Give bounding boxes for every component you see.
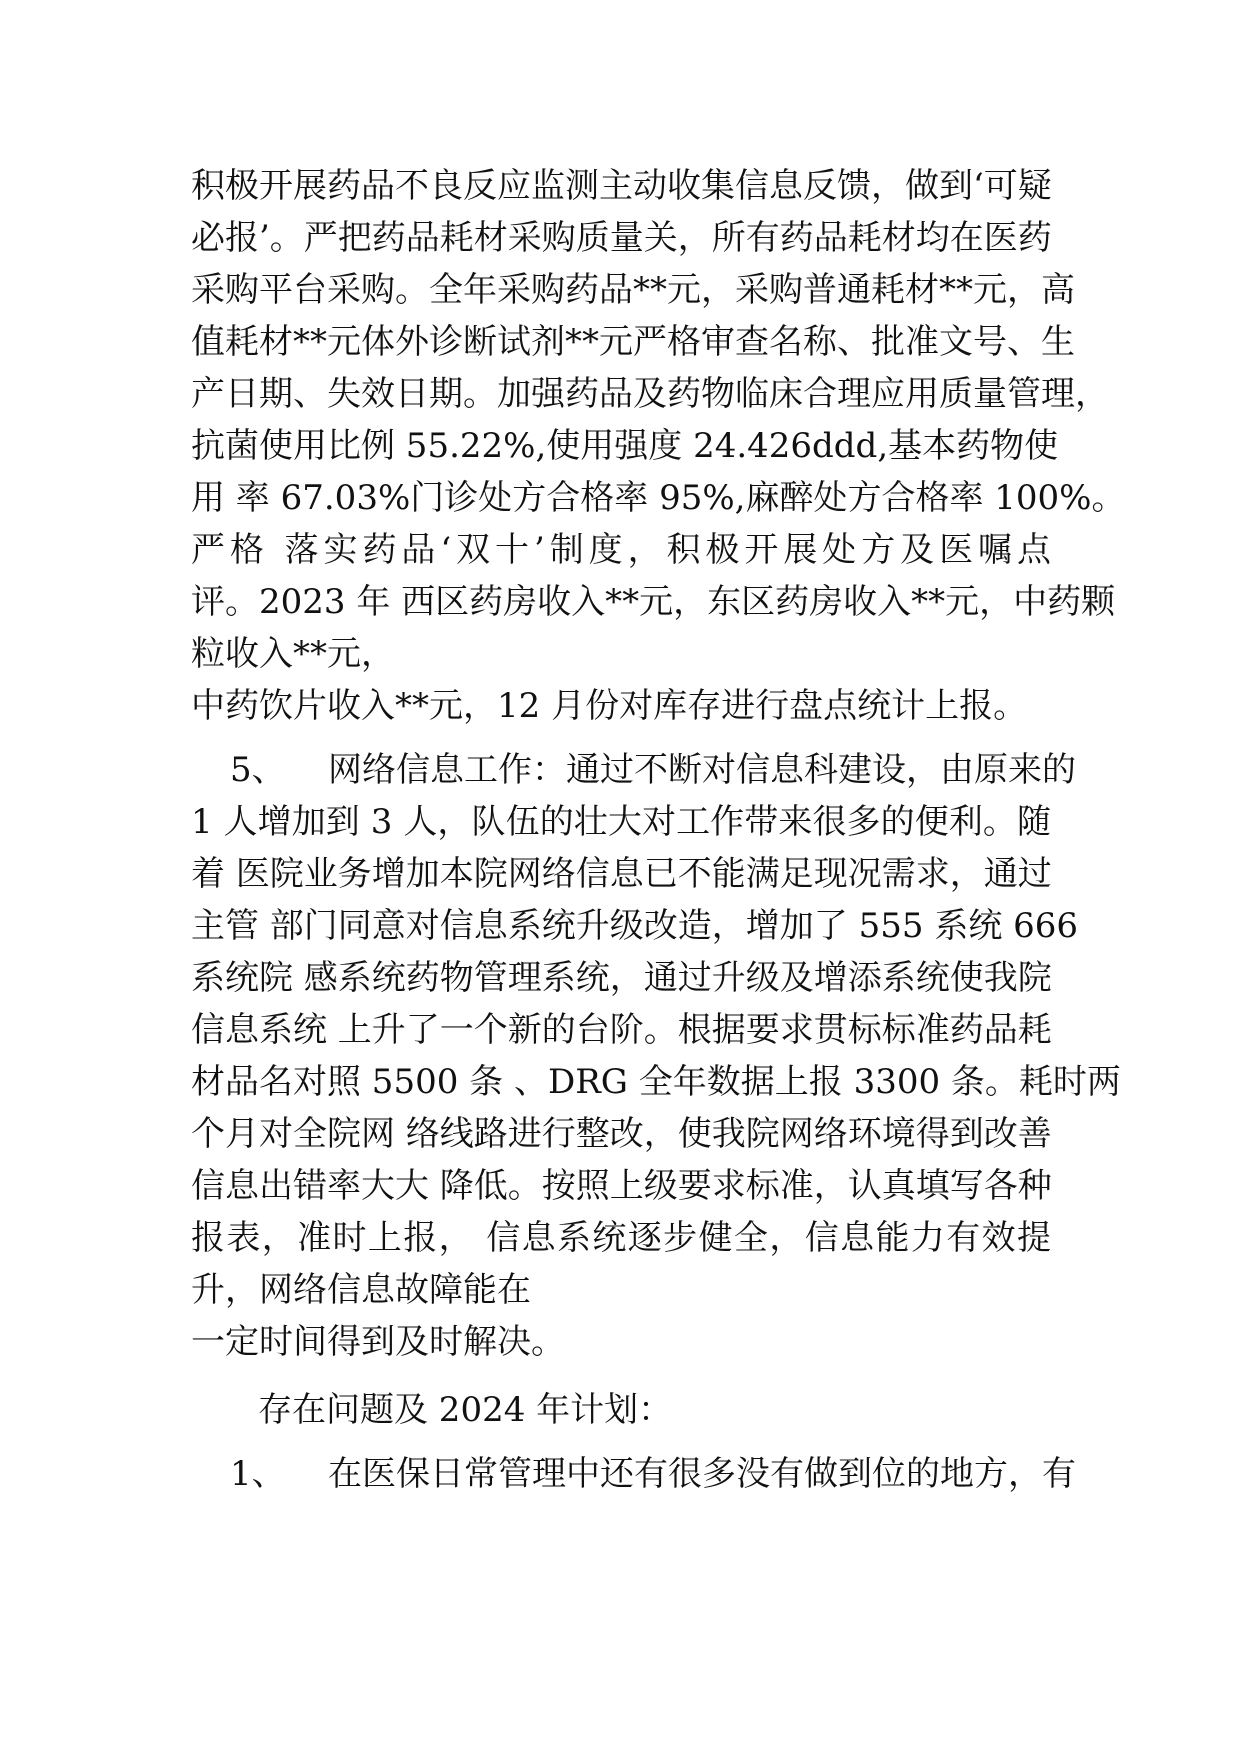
paragraph-line: 材品名对照 5500 条 、DRG 全年数据上报 3300 条。耗时两	[191, 1062, 1121, 1102]
paragraph-line: 信息出错率大大 降低。按照上级要求标准，认真填写各种	[191, 1166, 1052, 1206]
paragraph-line: 值耗材**元体外诊断试剂**元严格审查名称、批准文号、生	[191, 322, 1075, 362]
section-number: 5、	[230, 750, 286, 790]
paragraph-line: 信息系统 上升了一个新的台阶。根据要求贯标标准药品耗	[191, 1010, 1052, 1050]
paragraph-line: 积极开展药品不良反应监测主动收集信息反馈，做到‘可疑	[191, 166, 1052, 206]
paragraph-line: 用 率 67.03%门诊处方合格率 95%,麻醉处方合格率 100%。	[191, 478, 1126, 518]
paragraph-line: 升，网络信息故障能在	[191, 1270, 531, 1310]
paragraph-line: 一定时间得到及时解决。	[191, 1322, 565, 1362]
paragraph-line: 采购平台采购。全年采购药品**元，采购普通耗材**元，高	[191, 270, 1075, 310]
plan-heading: 存在问题及 2024 年计划：	[258, 1390, 673, 1430]
item-text: 在医保日常管理中还有很多没有做到位的地方，有	[328, 1454, 1076, 1494]
paragraph-line: 抗菌使用比例 55.22%,使用强度 24.426ddd,基本药物使	[191, 426, 1059, 466]
paragraph-line: 1 人增加到 3 人，队伍的壮大对工作带来很多的便利。随	[191, 802, 1051, 842]
paragraph-line: 报表，准时上报， 信息系统逐步健全，信息能力有效提	[191, 1218, 1051, 1258]
paragraph-line: 产日期、失效日期。加强药品及药物临床合理应用质量管理，	[191, 374, 1109, 414]
paragraph-line: 主管 部门同意对信息系统升级改造，增加了 555 系统 666	[191, 906, 1079, 946]
paragraph-line: 中药饮片收入**元，12 月份对库存进行盘点统计上报。	[191, 686, 1028, 726]
item-number: 1、	[230, 1454, 286, 1494]
paragraph-line: 评。2023 年 西区药房收入**元，东区药房收入**元，中药颗	[191, 582, 1116, 622]
paragraph-line: 必报’。严把药品耗材采购质量关，所有药品耗材均在医药	[191, 218, 1052, 258]
paragraph-line: 严格 落实药品‘双十’制度，积极开展处方及医嘱点	[191, 530, 1051, 570]
paragraph-line: 个月对全院网 络线路进行整改，使我院网络环境得到改善	[191, 1114, 1052, 1154]
paragraph-line: 着 医院业务增加本院网络信息已不能满足现况需求，通过	[191, 854, 1052, 894]
section-heading-line: 网络信息工作：通过不断对信息科建设，由原来的	[328, 750, 1076, 790]
paragraph-line: 粒收入**元，	[191, 634, 395, 674]
paragraph-line: 系统院 感系统药物管理系统，通过升级及增添系统使我院	[191, 958, 1052, 998]
